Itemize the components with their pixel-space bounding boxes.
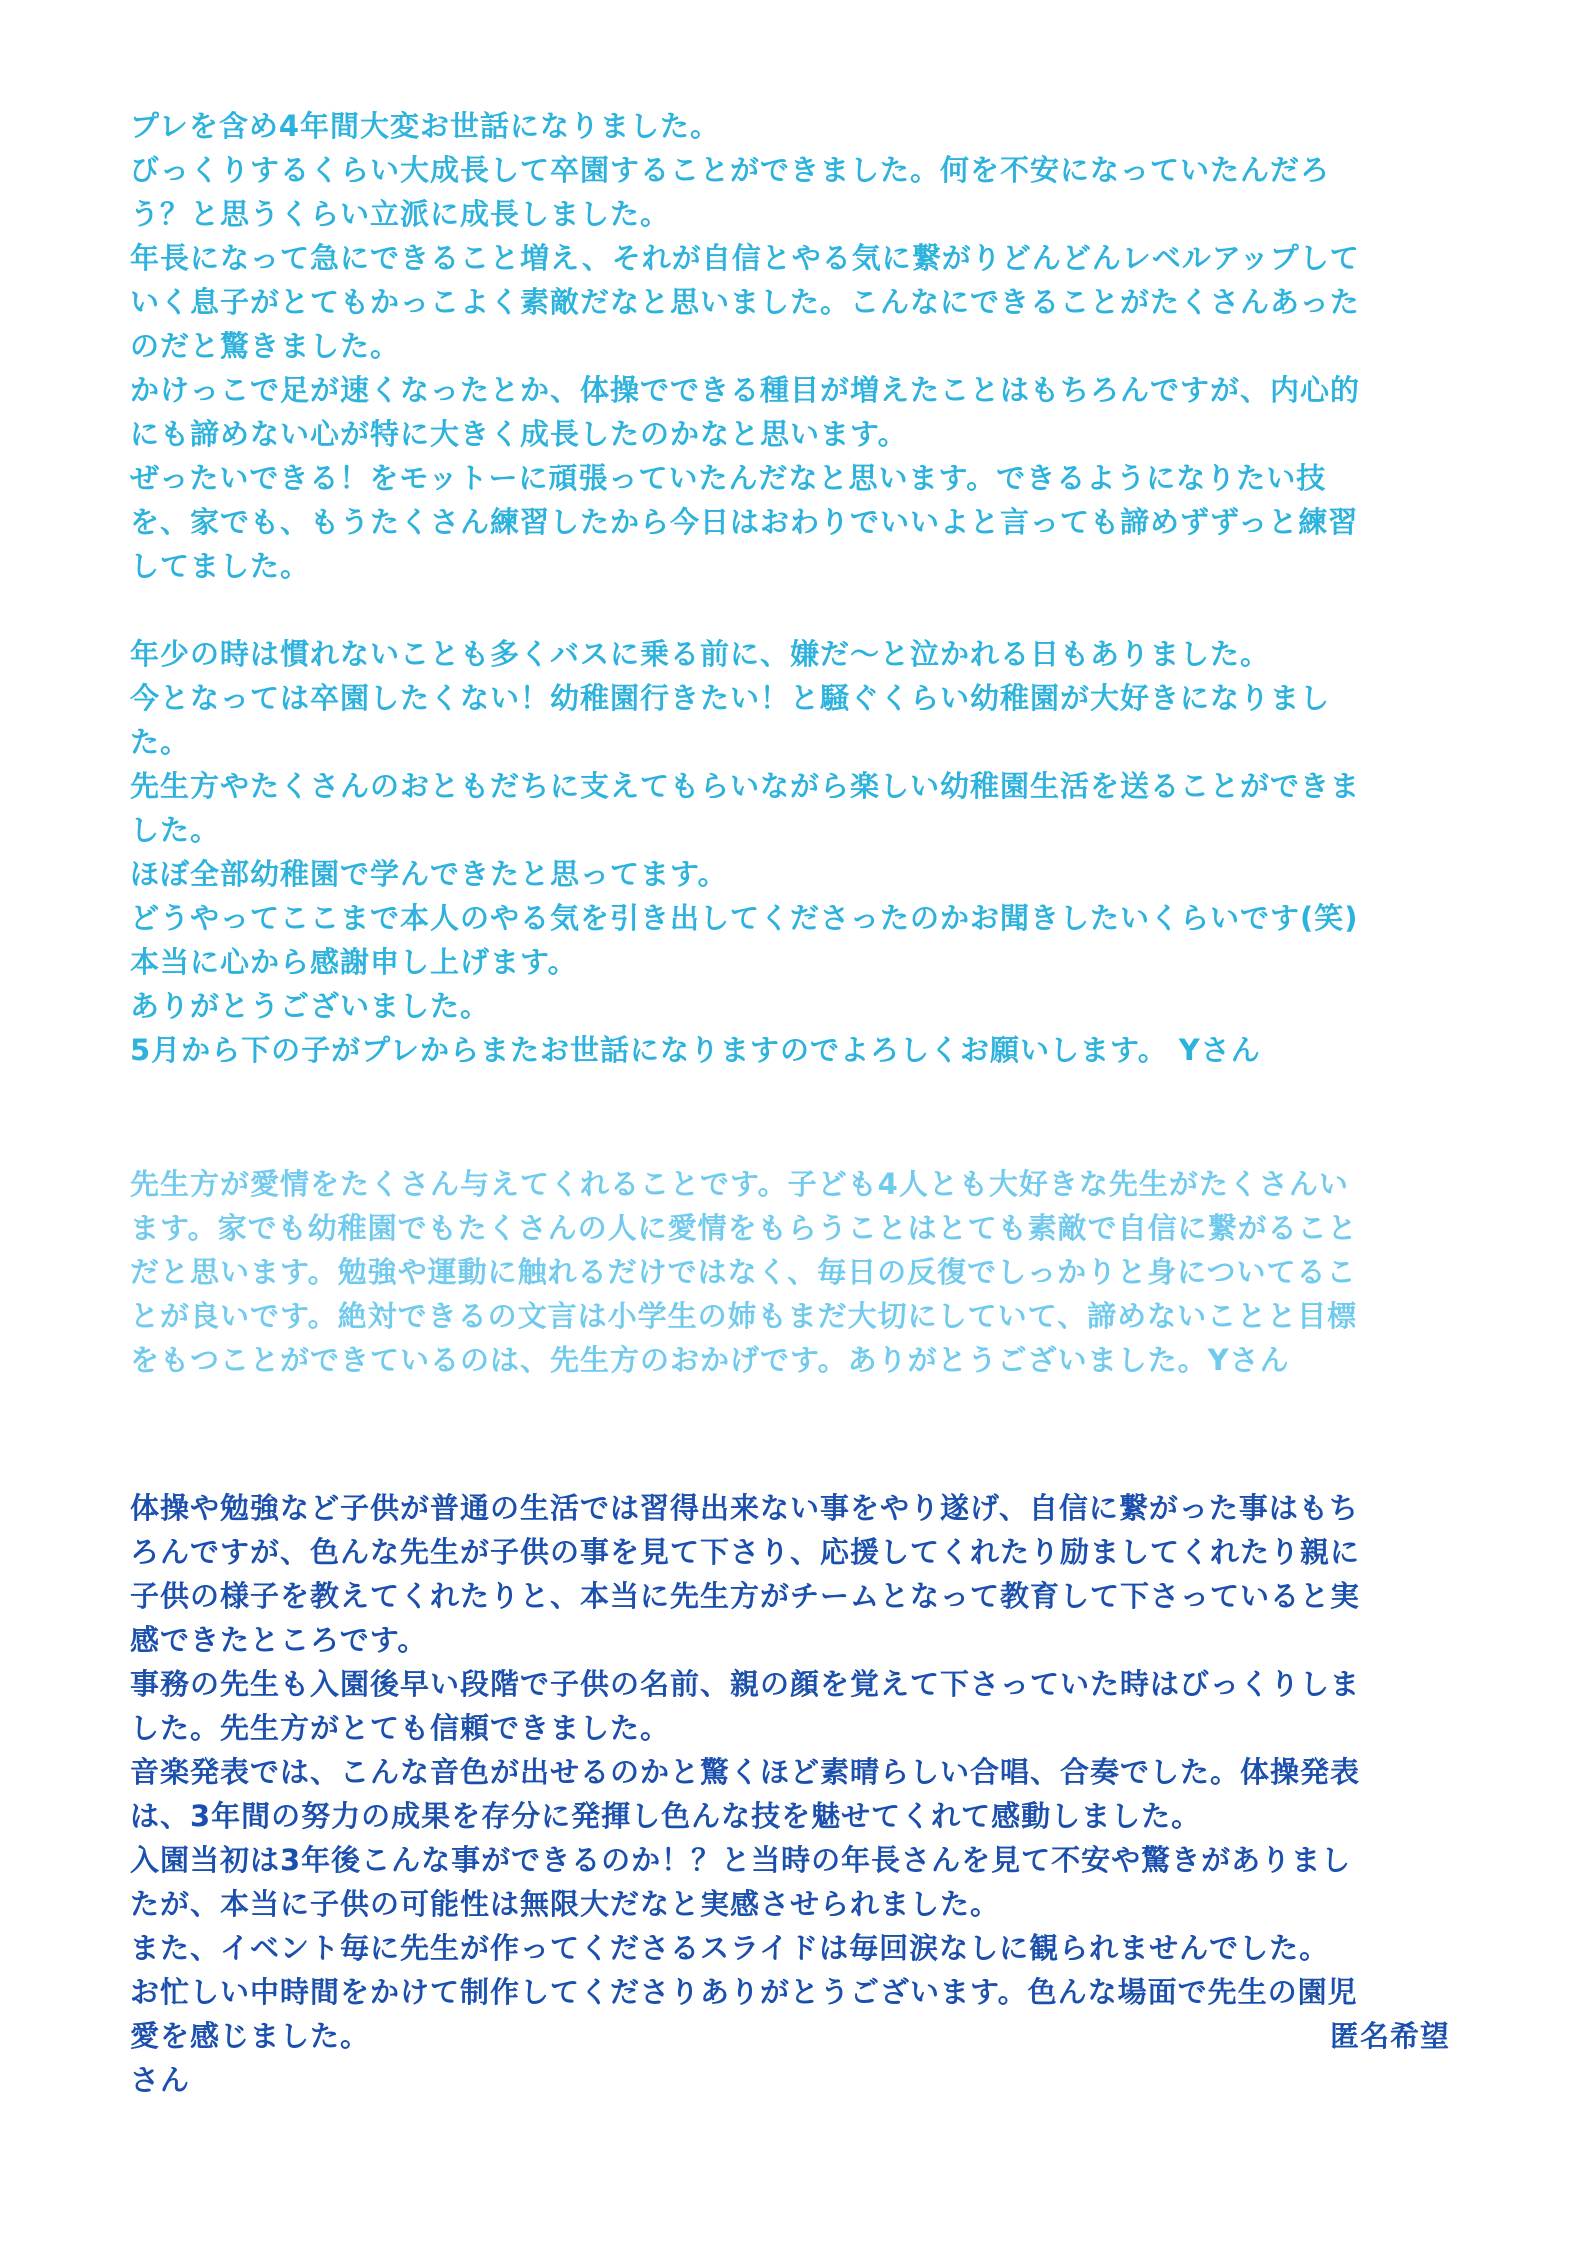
text-line: をもつことができているのは、先生方のおかげです。ありがとうございました。Yさん — [130, 1343, 1290, 1377]
text-line: 入園当初は3年後こんな事ができるのか！？と当時の年長さんを見て不安や驚きがありまし — [130, 1843, 1352, 1877]
text-line: 子供の様子を教えてくれたりと、本当に先生方がチームとなって教育して下さっていると実 — [130, 1579, 1361, 1613]
text-line: ろんですが、色んな先生が子供の事を見て下さり、応援してくれたり励ましてくれたり親に — [130, 1535, 1361, 1569]
paragraph-gap — [130, 588, 1450, 632]
text-line: 本当に心から感謝申し上げます。 — [130, 945, 578, 979]
text-line: にも諦めない心が特に大きく成長したのかなと思います。 — [130, 417, 908, 451]
text-line: お忙しい中時間をかけて制作してくださりありがとうございます。色んな場面で先生の園児 — [130, 1975, 1358, 2009]
text-line: 事務の先生も入園後早い段階で子供の名前、親の顔を覚えて下さっていた時はびっくりしま — [130, 1667, 1361, 1701]
text-line: 5月から下の子がプレからまたお世話になりますのでよろしくお願いします。 Yさん — [130, 1033, 1261, 1067]
text-line: は、3年間の努力の成果を存分に発揮し色んな技を魅せてくれて感動しました。 — [130, 1799, 1202, 1833]
text-line: だと思います。勉強や運動に触れるだけではなく、毎日の反復でしっかりと身についてるこ — [130, 1255, 1357, 1289]
closing-text: 愛を感じました。 — [130, 2019, 371, 2053]
text-line: 年少の時は慣れないことも多くバスに乗る前に、嫌だ〜と泣かれる日もありました。 — [130, 637, 1271, 671]
text-line: 先生方やたくさんのおともだちに支えてもらいながら楽しい幼稚園生活を送ることができま — [130, 769, 1361, 803]
message-section-3 — [130, 1486, 1450, 2102]
text-line: ぜったいできる！をモットーに頑張っていたんだなと思います。できるようになりたい技 — [130, 461, 1327, 495]
text-line: した。先生方がとても信頼できました。 — [130, 1711, 671, 1745]
text-line: のだと驚きました。 — [130, 329, 401, 363]
text-line: いく息子がとてもかっこよく素敵だなと思いました。こんなにできることがたくさんあった — [130, 285, 1360, 319]
text-line: た。 — [130, 725, 191, 759]
text-line: 今となっては卒園したくない！幼稚園行きたい！と騒ぐくらい幼稚園が大好きになりまし — [130, 681, 1331, 715]
text-line: してました。 — [130, 549, 311, 583]
text-line: 感できたところです。 — [130, 1623, 428, 1657]
text-line: ありがとうございました。 — [130, 989, 491, 1023]
text-line: した。 — [130, 813, 221, 847]
text-line: プレを含め4年間大変お世話になりました。 — [130, 109, 721, 143]
text-line: また、イベント毎に先生が作ってくださるスライドは毎回涙なしに観られませんでした。 — [130, 1931, 1330, 1965]
text-line: かけっこで足が速くなったとか、体操でできる種目が増えたことはもちろんですが、内心的 — [130, 373, 1361, 407]
signature: 匿名希望 — [1329, 2019, 1450, 2053]
text-line: ます。家でも幼稚園でもたくさんの人に愛情をもらうことはとても素敵で自信に繋がること — [130, 1211, 1358, 1245]
text-line: たが、本当に子供の可能性は無限大だなと実感させられました。 — [130, 1887, 1001, 1921]
text-line: 年長になって急にできること増え、それが自信とやる気に繋がりどんどんレベルアップして — [130, 241, 1360, 275]
message-section-1 — [130, 104, 1450, 1072]
text-line: 先生方が愛情をたくさん与えてくれることです。子ども4人とも大好きな先生がたくさんい — [130, 1167, 1349, 1201]
text-line: びっくりするくらい大成長して卒園することができました。何を不安になっていたんだろ — [130, 153, 1331, 187]
text-line: 音楽発表では、こんな音色が出せるのかと驚くほど素晴らしい合唱、合奏でした。体操発表 — [130, 1755, 1361, 1789]
text-line: ほぼ全部幼稚園で学んできたと思ってます。 — [130, 857, 728, 891]
text-line: う？と思うくらい立派に成長しました。 — [130, 197, 671, 231]
message-section-2 — [130, 1162, 1450, 1382]
text-line: とが良いです。絶対できるの文言は小学生の姉もまだ大切にしていて、諦めないことと目標 — [130, 1299, 1358, 1333]
text-line: 体操や勉強など子供が普通の生活では習得出来ない事をやり遂げ、自信に繋がった事はもち — [130, 1491, 1359, 1525]
text-line: を、家でも、もうたくさん練習したから今日はおわりでいいよと言っても諦めずずっと練習 — [130, 505, 1359, 539]
closing-line — [130, 2014, 1450, 2058]
text-line: どうやってここまで本人のやる気を引き出してくださったのかお聞きしたいくらいです(笑) — [130, 901, 1359, 935]
signature-suffix: さん — [130, 2063, 191, 2097]
